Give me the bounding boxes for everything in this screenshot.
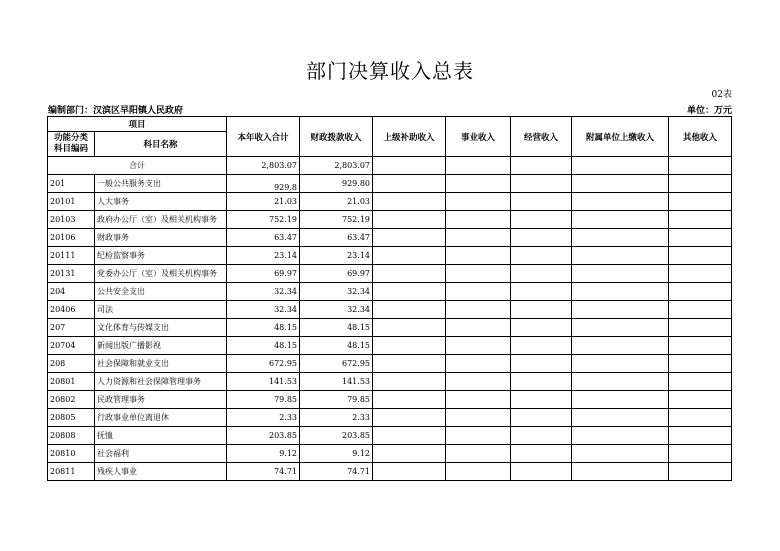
empty-cell [373, 247, 446, 265]
row-fiscal: 141.53 [300, 373, 373, 391]
row-code: 20406 [48, 301, 95, 319]
empty-cell [669, 427, 732, 445]
empty-cell [446, 301, 511, 319]
row-total: 23.14 [227, 247, 300, 265]
income-summary-table [47, 116, 732, 481]
empty-cell [446, 193, 511, 211]
empty-cell [669, 157, 732, 175]
row-fiscal: 929.80 [300, 175, 373, 193]
empty-cell [572, 355, 669, 373]
total-row-label: 合计 [48, 157, 227, 175]
empty-cell [373, 337, 446, 355]
empty-cell [572, 463, 669, 481]
row-code: 20808 [48, 427, 95, 445]
total-row-total: 2,803.07 [227, 157, 300, 175]
row-fiscal: 69.97 [300, 265, 373, 283]
total-row-fiscal: 2,803.07 [300, 157, 373, 175]
empty-cell [446, 445, 511, 463]
row-name: 抚恤 [95, 427, 227, 445]
empty-cell [669, 391, 732, 409]
empty-cell [446, 337, 511, 355]
empty-cell [572, 409, 669, 427]
empty-cell [446, 211, 511, 229]
row-name: 新闻出版广播影视 [95, 337, 227, 355]
empty-cell [373, 265, 446, 283]
row-total: 74.71 [227, 463, 300, 481]
table-row [48, 337, 732, 355]
row-fiscal: 672.95 [300, 355, 373, 373]
table-row [48, 175, 732, 193]
empty-cell [511, 247, 572, 265]
table-row [48, 247, 732, 265]
empty-cell [446, 283, 511, 301]
row-total: 48.15 [227, 319, 300, 337]
row-code: 208 [48, 355, 95, 373]
header-other: 其他收入 [669, 117, 732, 157]
empty-cell [446, 265, 511, 283]
table-row [48, 409, 732, 427]
empty-cell [572, 175, 669, 193]
empty-cell [511, 445, 572, 463]
empty-cell [572, 391, 669, 409]
row-total: 929.8 [227, 175, 300, 193]
empty-cell [572, 265, 669, 283]
empty-cell [446, 355, 511, 373]
row-total: 203.85 [227, 427, 300, 445]
header-affiliated: 附属单位上缴收入 [572, 117, 669, 157]
empty-cell [373, 211, 446, 229]
row-code: 20106 [48, 229, 95, 247]
header-code-line1: 功能分类 [53, 133, 88, 143]
header-name: 科目名称 [95, 132, 227, 157]
row-fiscal: 79.85 [300, 391, 373, 409]
header-operating: 经营收入 [511, 117, 572, 157]
table-body [48, 157, 732, 481]
row-total: 32.34 [227, 283, 300, 301]
empty-cell [373, 283, 446, 301]
header-code-line2: 科目编码 [53, 144, 88, 154]
row-fiscal: 9.12 [300, 445, 373, 463]
empty-cell [669, 319, 732, 337]
row-fiscal: 48.15 [300, 319, 373, 337]
row-total: 752.19 [227, 211, 300, 229]
empty-cell [511, 427, 572, 445]
row-fiscal: 23.14 [300, 247, 373, 265]
row-code: 20811 [48, 463, 95, 481]
empty-cell [373, 301, 446, 319]
table-row [48, 265, 732, 283]
table-row [48, 427, 732, 445]
empty-cell [446, 247, 511, 265]
empty-cell [669, 247, 732, 265]
row-name: 司法 [95, 301, 227, 319]
empty-cell [373, 193, 446, 211]
row-name: 残疾人事业 [95, 463, 227, 481]
empty-cell [669, 301, 732, 319]
row-fiscal: 74.71 [300, 463, 373, 481]
empty-cell [373, 391, 446, 409]
row-fiscal: 203.85 [300, 427, 373, 445]
row-total: 21.03 [227, 193, 300, 211]
empty-cell [511, 319, 572, 337]
table-row [48, 355, 732, 373]
empty-cell [572, 193, 669, 211]
header-superior: 上级补助收入 [373, 117, 446, 157]
empty-cell [373, 427, 446, 445]
row-fiscal: 32.34 [300, 301, 373, 319]
empty-cell [446, 229, 511, 247]
row-total: 141.53 [227, 373, 300, 391]
row-fiscal: 752.19 [300, 211, 373, 229]
empty-cell [373, 157, 446, 175]
empty-cell [373, 319, 446, 337]
row-name: 一般公共服务支出 [95, 175, 227, 193]
empty-cell [572, 211, 669, 229]
empty-cell [373, 373, 446, 391]
table-header [48, 117, 732, 157]
row-code: 20101 [48, 193, 95, 211]
row-fiscal: 2.33 [300, 409, 373, 427]
row-name: 公共安全支出 [95, 283, 227, 301]
empty-cell [446, 409, 511, 427]
empty-cell [572, 427, 669, 445]
empty-cell [446, 175, 511, 193]
empty-cell [572, 157, 669, 175]
empty-cell [373, 355, 446, 373]
table-row [48, 373, 732, 391]
row-code: 20801 [48, 373, 95, 391]
empty-cell [511, 373, 572, 391]
empty-cell [373, 463, 446, 481]
empty-cell [446, 157, 511, 175]
row-total: 69.97 [227, 265, 300, 283]
empty-cell [511, 175, 572, 193]
header-business: 事业收入 [446, 117, 511, 157]
empty-cell [669, 445, 732, 463]
empty-cell [669, 355, 732, 373]
empty-cell [572, 229, 669, 247]
empty-cell [446, 463, 511, 481]
empty-cell [373, 229, 446, 247]
empty-cell [669, 193, 732, 211]
empty-cell [572, 283, 669, 301]
header-fiscal: 财政拨款收入 [300, 117, 373, 157]
table-row [48, 391, 732, 409]
empty-cell [373, 175, 446, 193]
row-fiscal: 63.47 [300, 229, 373, 247]
form-number: 02表 [711, 90, 732, 100]
row-name: 政府办公厅（室）及相关机构事务 [95, 211, 227, 229]
unit-label: 单位：万元 [686, 106, 732, 116]
empty-cell [446, 373, 511, 391]
empty-cell [669, 265, 732, 283]
empty-cell [511, 301, 572, 319]
row-total: 32.34 [227, 301, 300, 319]
empty-cell [373, 409, 446, 427]
empty-cell [669, 229, 732, 247]
row-code: 20805 [48, 409, 95, 427]
page-title: 部门决算收入总表 [306, 59, 474, 83]
department-label: 编制部门：汉滨区早阳镇人民政府 [48, 106, 184, 116]
empty-cell [572, 319, 669, 337]
empty-cell [669, 211, 732, 229]
row-code: 20802 [48, 391, 95, 409]
empty-cell [511, 265, 572, 283]
row-total: 48.15 [227, 337, 300, 355]
header-info-line [48, 103, 732, 115]
table-row [48, 319, 732, 337]
table-row [48, 463, 732, 481]
row-code: 20810 [48, 445, 95, 463]
total-row [48, 157, 732, 175]
row-name: 民政管理事务 [95, 391, 227, 409]
table-row [48, 445, 732, 463]
row-code: 20111 [48, 247, 95, 265]
empty-cell [446, 427, 511, 445]
row-code: 20704 [48, 337, 95, 355]
empty-cell [511, 391, 572, 409]
row-name: 财政事务 [95, 229, 227, 247]
empty-cell [669, 373, 732, 391]
row-code: 204 [48, 283, 95, 301]
empty-cell [511, 409, 572, 427]
empty-cell [511, 283, 572, 301]
table-row [48, 283, 732, 301]
header-total: 本年收入合计 [227, 117, 300, 157]
row-name: 党委办公厅（室）及相关机构事务 [95, 265, 227, 283]
empty-cell [511, 229, 572, 247]
empty-cell [446, 319, 511, 337]
empty-cell [373, 445, 446, 463]
empty-cell [669, 409, 732, 427]
empty-cell [669, 175, 732, 193]
empty-cell [511, 355, 572, 373]
row-total: 79.85 [227, 391, 300, 409]
row-name: 行政事业单位离退休 [95, 409, 227, 427]
header-code [48, 132, 95, 157]
empty-cell [572, 373, 669, 391]
row-name: 人力资源和社会保障管理事务 [95, 373, 227, 391]
empty-cell [511, 211, 572, 229]
empty-cell [669, 463, 732, 481]
empty-cell [669, 283, 732, 301]
table-row [48, 229, 732, 247]
row-total: 672.95 [227, 355, 300, 373]
row-name: 人大事务 [95, 193, 227, 211]
empty-cell [572, 247, 669, 265]
empty-cell [572, 301, 669, 319]
table-row [48, 211, 732, 229]
empty-cell [572, 337, 669, 355]
empty-cell [511, 157, 572, 175]
row-name: 社会福利 [95, 445, 227, 463]
row-code: 20103 [48, 211, 95, 229]
row-fiscal: 48.15 [300, 337, 373, 355]
row-code: 207 [48, 319, 95, 337]
empty-cell [446, 391, 511, 409]
header-item: 项目 [48, 117, 227, 132]
empty-cell [511, 193, 572, 211]
row-code: 201 [48, 175, 95, 193]
table-row [48, 193, 732, 211]
row-total: 63.47 [227, 229, 300, 247]
row-name: 纪检监察事务 [95, 247, 227, 265]
empty-cell [511, 463, 572, 481]
empty-cell [669, 337, 732, 355]
row-name: 文化体育与传媒支出 [95, 319, 227, 337]
table-row [48, 301, 732, 319]
row-name: 社会保障和就业支出 [95, 355, 227, 373]
empty-cell [511, 337, 572, 355]
row-total: 2.33 [227, 409, 300, 427]
empty-cell [572, 445, 669, 463]
row-total: 9.12 [227, 445, 300, 463]
row-code: 20131 [48, 265, 95, 283]
row-fiscal: 21.03 [300, 193, 373, 211]
row-fiscal: 32.34 [300, 283, 373, 301]
